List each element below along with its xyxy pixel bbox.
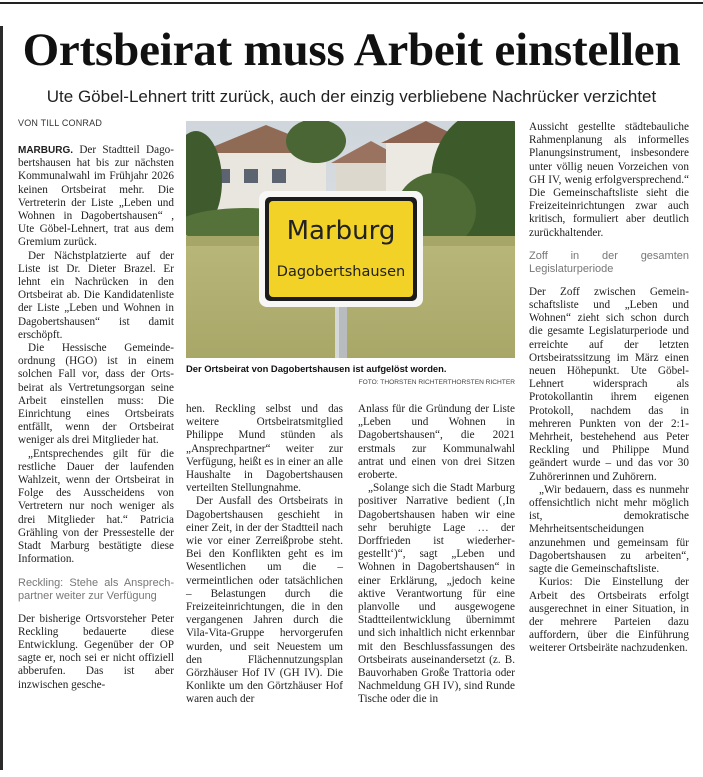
byline: VON TILL CONRAD: [18, 118, 103, 128]
column-2: [186, 403, 343, 707]
paragraph: hen. Reckling selbst und das weitere Ortsbeiratsmitglied Philippe Mund stünden als „Ansprechpartner“ weiter zur Verfügung, heißt es in einer an alle Haushalte in Dagobertshausen verteilten Stellungnahme.: [186, 403, 343, 495]
photo-caption: Der Ortsbeirat von Dagobertshausen ist aufgelöst worden.: [186, 363, 447, 374]
left-edge-rule: [0, 26, 3, 770]
sign-subtitle: Dagobertshausen: [276, 264, 406, 280]
sign-title: Marburg: [286, 216, 396, 246]
paragraph: Anlass für die Gründung der Liste „Leben und Wohnen in Dagobertshausen“, die 2021 erstmals zur Kommunalwahl antrat und einen von drei Sitzen eroberte.: [358, 403, 515, 482]
top-rule: [0, 2, 703, 4]
town-sign-photo: [186, 121, 515, 358]
section-heading: Reckling: Stehe als Ansprechpartner weiter zur Verfügung: [18, 576, 174, 602]
paragraph: Der bisherige Ortsvorsteher Peter Reckling bedauerte diese Entwicklung. Gegenüber der OP sagte er, noch sei er nicht offiziell abberufen. Das ist aber inzwischen gesche-: [18, 612, 174, 691]
paragraph: Aussicht gestellte städtebauliche Rahmenplanung als informelles Planungsinstrument, insbesondere unter völlig neuen Vorzeichen von GH IV, wenig erfolgversprechend.“ Die Gemeinschaftsliste sieht die Freizeiteinrichtungen zwar auch kritisch, formuliert aber deutlich zurückhaltender.: [529, 121, 689, 239]
paragraph: „Solange sich die Stadt Marburg positiver Narrative bedient (‚In Dagobertshausen haben wir eine sehr beruhigte Lage … der Dorffrieden ist wiederhergestellt‘)“, sagt „Leben und Wohnen in Dagobertshausen“ in einer Erklärung, „jedoch keine aktive Verantwortung für eine planvolle und ausgewogene Stadtteilentwicklung übernimmt und sich inhaltlich nicht erkennbar mit den Beschlussfassungen des Ortsbeirats auseinandersetzt (z. B. Bauvorhaben Große Trattoria oder Nachmeldung GH IV), sind Runde Tische oder die in: [358, 482, 515, 706]
paragraph: Der Nächstplatzierte auf der Liste ist Dr. Dieter Brazel. Er lehnt ein Nachrücken in den Ortsbeirat ab. Die Kandidatenliste der Liste „Leben und Wohnen in Dagobertshausen“ ist damit erschöpft.: [18, 249, 174, 341]
paragraph: Kurios: Die Einstellung der Arbeit des Ortsbeirats erfolgt ausgerechnet in einer Situation, in der mehrere Parteien dazu auffordern, über die Einführung weiterer Ortsbeiräte nachzudenken.: [529, 576, 689, 655]
paragraph: „Wir bedauern, dass es nunmehr offensichtlich nicht mehr möglich ist, demokratische Mehrheitsentscheidungen anzunehmen und gemeinsam für Dagobertshausen zu arbeiten“, sagte die Gemeinschaftsliste.: [529, 483, 689, 576]
headline: Ortsbeirat muss Arbeit einstellen: [22, 24, 681, 76]
paragraph: Der Ausfall des Ortsbeirats in Dagobertshausen geschieht in einer Zeit, in der der Stadtteil nach wie vor einer Zerreißprobe steht. Bei den Konflikten geht es im Wesentlichen um die – vermeintlichen oder tatsächlichen – Belastungen durch die Freizeiteinrichtungen, die in den vergangenen Jahren durch die Vila-Vita-Gruppe hervorgerufen wurden, und seit Neuestem um den Flächennutzungsplan Görzhäuser Hof IV (GH IV). Die Konlikte um den Görtzhäuser Hof waren auch der: [186, 495, 343, 706]
paragraph: Die Hessische Gemeindeordnung (HGO) ist in einem solchen Fall vor, dass der Ortsbeirat als Vertretungsorgan seine Arbeit einstellen muss: Die Einrichtung eines Ortsbeirats entfällt, wenn der Ortsbeirat weniger als drei Mitglieder hat.: [18, 342, 174, 447]
dateline: MARBURG.: [18, 145, 73, 156]
paragraph: MARBURG. Der Stadtteil Dagobertshausen hat bis zur nächsten Kommunalwahl im Frühjahr 2026 keinen Ortsbeirat mehr. Die Vertreterin der Liste „Leben und Wohnen in Dagobertshausen“ , Ute Göbel-Lehnert, trat aus dem Gremium zurück.: [18, 144, 174, 249]
paragraph: „Entsprechendes gilt für die restliche Dauer der laufenden Wahlzeit, wenn der Ortsbeirat in Folge des Ausscheidens von Vertretern nur noch weniger als drei Mitglieder hat.“ Patricia Grähling von der Pressestelle der Stadt Marburg bestätigte diese Information.: [18, 447, 174, 566]
article-photo: [186, 121, 515, 358]
photo-credit: FOTO: THORSTEN RICHTERTHORSTEN RICHTER: [358, 379, 515, 386]
paragraph: Der Zoff zwischen Gemeinschaftsliste und „Leben und Wohnen“ zieht sich schon durch die gesamte Legislaturperiode und erreichte auf der letzten Ortsbeiratssitzung im März einen neuen Höhepunkt. Ute Göbel-Lehnert widersprach als Protokollantin ihrem eigenen Protokoll, nachdem das in mehreren Punkten von der 2:1-Mehrheit, bestehehend aus Peter Reckling und Philippe Mund geändert wurde – und das vor 30 Zuhörerinnen und Zuhörern.: [529, 285, 689, 483]
column-4: [529, 121, 689, 656]
section-heading: Zoff in der gesamten Legislaturperiode: [529, 249, 689, 276]
column-1: [18, 144, 174, 692]
subheadline: Ute Göbel-Lehnert tritt zurück, auch der einzig verbliebene Nachrücker verzichtet: [46, 87, 657, 106]
column-3: [358, 403, 515, 707]
